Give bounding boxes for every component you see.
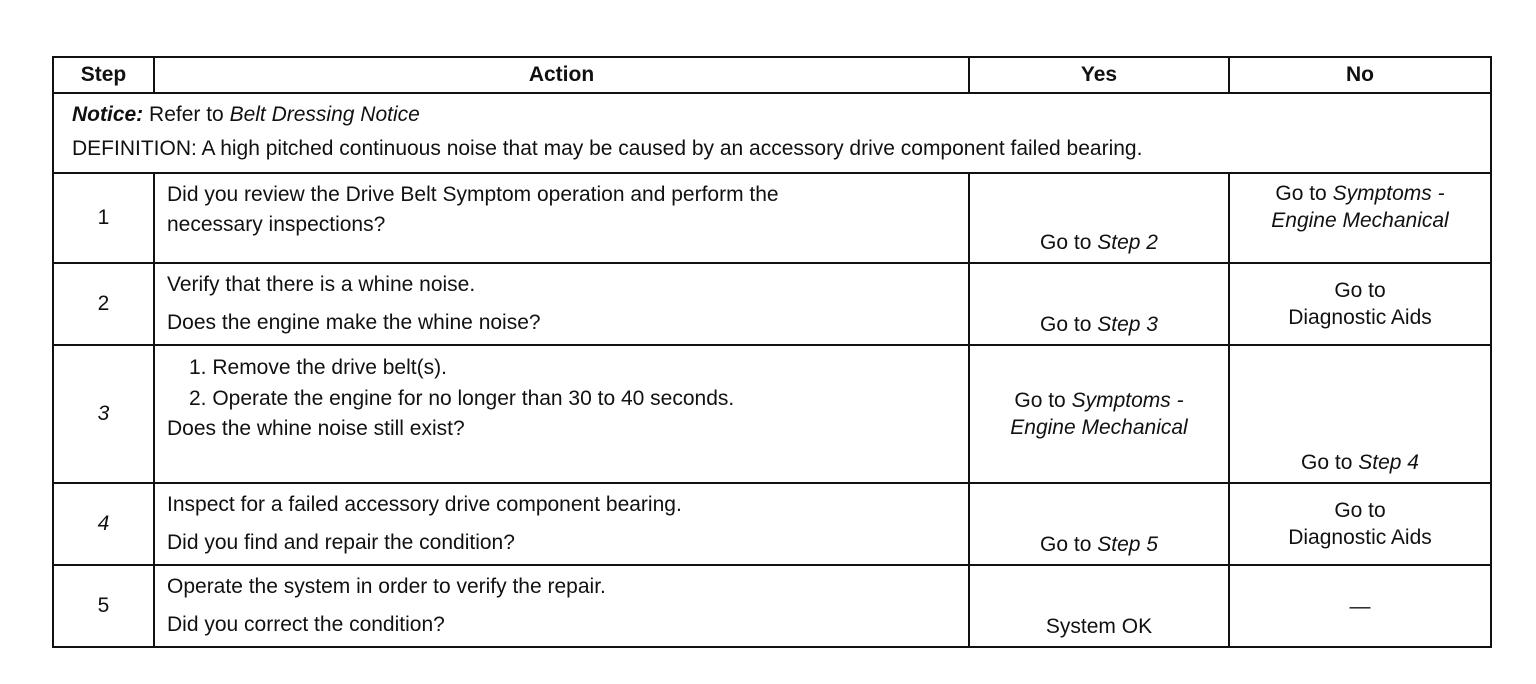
action-line: Operate the system in order to verify the repair.: [167, 575, 606, 598]
action-cell: [154, 345, 969, 483]
action-line: Does the engine make the whine noise?: [167, 311, 541, 334]
yes-cell: [969, 173, 1229, 263]
no-cell: [1229, 483, 1491, 565]
action-cell: [154, 263, 969, 345]
no-line1: Go to: [1334, 279, 1386, 302]
no-target-line2: Engine Mechanical: [1271, 209, 1449, 232]
definition-text: DEFINITION: A high pitched continuous noise that may be caused by an accessory drive component failed bearing.: [72, 137, 1143, 160]
step-number: 2: [53, 263, 154, 345]
no-line2: Diagnostic Aids: [1288, 526, 1432, 549]
step-number: 1: [53, 173, 154, 263]
table-row: [53, 565, 1491, 647]
no-cell: [1229, 263, 1491, 345]
table-row: [53, 345, 1491, 483]
yes-target: Step 3: [1097, 313, 1158, 336]
no-cell: [1229, 173, 1491, 263]
yes-prefix: Go to: [1040, 533, 1092, 556]
action-line: Did you find and repair the condition?: [167, 531, 515, 554]
no-prefix: Go to: [1275, 182, 1327, 205]
yes-cell: [969, 263, 1229, 345]
header-yes: Yes: [969, 57, 1229, 93]
yes-cell: System OK: [969, 565, 1229, 647]
action-line: Did you review the Drive Belt Symptom operation and perform the: [167, 183, 779, 206]
yes-prefix: Go to: [1014, 389, 1066, 412]
yes-prefix: Go to: [1040, 231, 1092, 254]
action-line: Did you correct the condition?: [167, 613, 445, 636]
notice-label: Notice:: [72, 103, 144, 126]
yes-target: Step 5: [1097, 533, 1158, 556]
header-action: Action: [154, 57, 969, 93]
table-row: [53, 483, 1491, 565]
action-line: Inspect for a failed accessory drive component bearing.: [167, 493, 682, 516]
yes-cell: [969, 345, 1229, 483]
notice-row: [53, 93, 1491, 173]
notice-refer-text: Refer to: [149, 103, 224, 126]
action-cell: [154, 173, 969, 263]
substep-item: 2. Operate the engine for no longer than 30 to 40 seconds.: [189, 387, 735, 410]
no-line2: Diagnostic Aids: [1288, 306, 1432, 329]
yes-cell: [969, 483, 1229, 565]
no-target: Step 4: [1358, 451, 1419, 474]
yes-target: Step 2: [1097, 231, 1158, 254]
action-line: necessary inspections?: [167, 213, 386, 236]
step-number: 4: [53, 483, 154, 565]
table-row: [53, 263, 1491, 345]
step-number: 3: [53, 345, 154, 483]
yes-prefix: Go to: [1040, 313, 1092, 336]
diagnostic-table: [52, 56, 1492, 648]
table-header: [53, 57, 1491, 93]
substep-item: 1. Remove the drive belt(s).: [189, 356, 447, 379]
action-line: Verify that there is a whine noise.: [167, 273, 476, 296]
header-row: [53, 57, 1491, 93]
no-target: Symptoms -: [1332, 182, 1445, 205]
notice-refer-link: Belt Dressing Notice: [229, 103, 420, 126]
table-row: [53, 173, 1491, 263]
no-prefix: Go to: [1301, 451, 1353, 474]
no-cell: —: [1229, 565, 1491, 647]
no-cell: [1229, 345, 1491, 483]
action-line: Does the whine noise still exist?: [167, 417, 465, 440]
notice-cell: [53, 93, 1491, 173]
notice-line: [72, 98, 1472, 132]
yes-target: Symptoms -: [1071, 389, 1184, 412]
action-cell: [154, 483, 969, 565]
header-step: Step: [53, 57, 154, 93]
action-cell: [154, 565, 969, 647]
yes-target-line2: Engine Mechanical: [1010, 416, 1188, 439]
step-number: 5: [53, 565, 154, 647]
header-no: No: [1229, 57, 1491, 93]
no-line1: Go to: [1334, 499, 1386, 522]
